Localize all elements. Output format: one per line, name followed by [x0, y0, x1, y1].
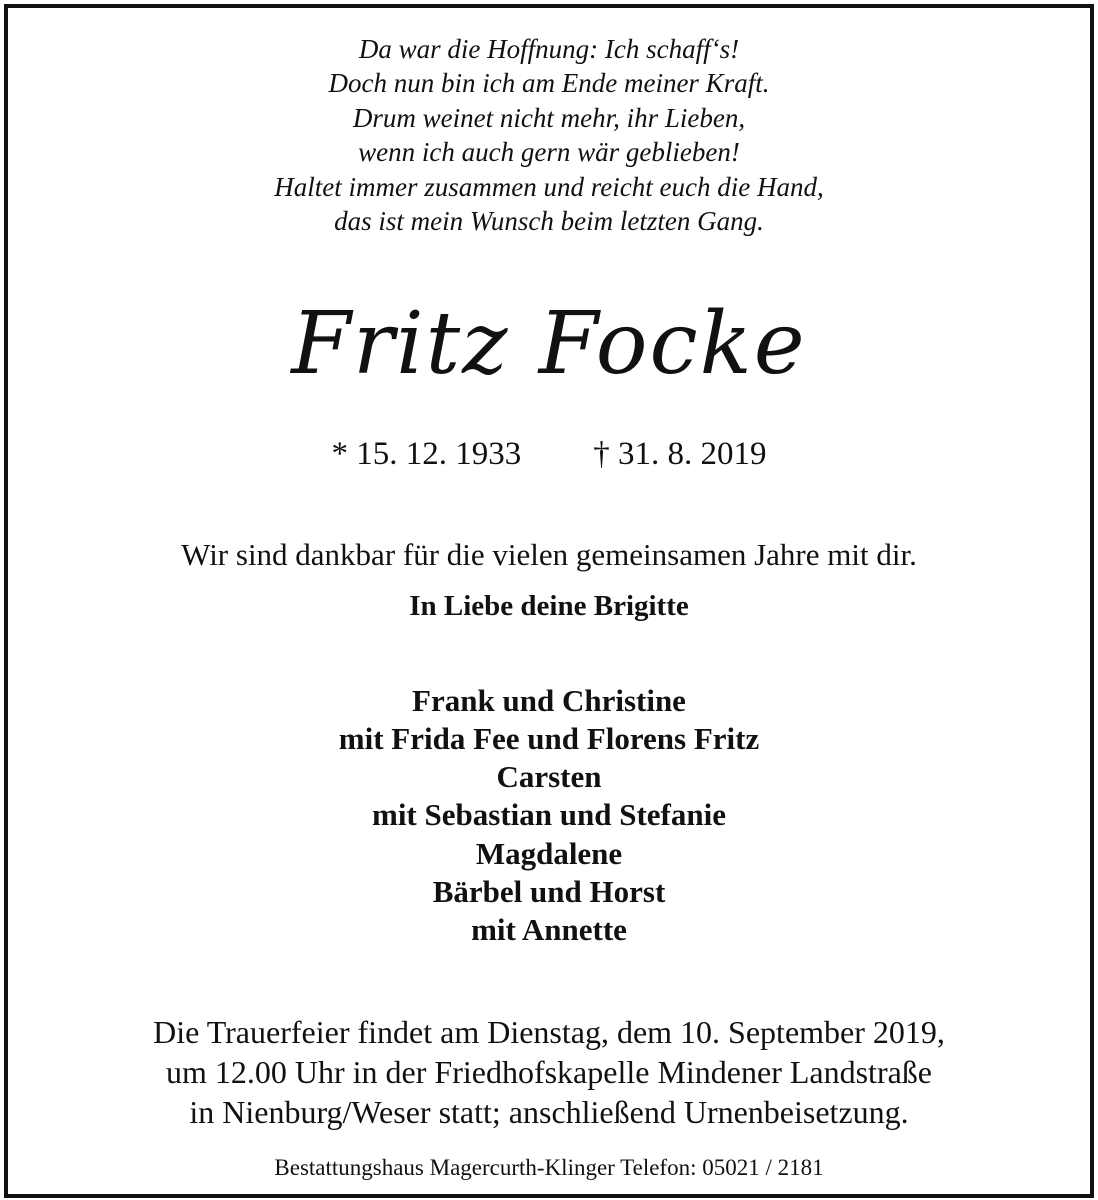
signature: In Liebe deine Brigitte — [409, 590, 689, 622]
poem-line: Da war die Hoffnung: Ich schaff‘s! — [358, 34, 740, 64]
family-line: mit Frida Fee und Florens Fritz — [338, 721, 760, 756]
family-line: mit Annette — [471, 912, 627, 947]
poem-line: Doch nun bin ich am Ende meiner Kraft. — [328, 68, 770, 98]
funeral-home-footer: Bestattungshaus Magercurth-Klinger Telefon: 05021 / 2181 — [274, 1155, 824, 1180]
ceremony-line: in Nienburg/Weser statt; anschließend Urnenbeisetzung. — [189, 1094, 909, 1130]
poem-line: wenn ich auch gern wär geblieben! — [358, 137, 740, 167]
poem-line: Drum weinet nicht mehr, ihr Lieben, — [352, 103, 746, 133]
life-dates — [8, 434, 1090, 474]
family-line: Magdalene — [475, 836, 623, 871]
thanks-text: Wir sind dankbar für die vielen gemeinsamen Jahre mit dir. — [181, 537, 917, 572]
birth-date: * 15. 12. 1933 — [331, 436, 522, 472]
ceremony-line: Die Trauerfeier findet am Dienstag, dem 10. September 2019, — [153, 1014, 945, 1050]
family-line: Frank und Christine — [412, 683, 686, 718]
poem-line: das ist mein Wunsch beim letzten Gang. — [334, 206, 764, 236]
family-line: Bärbel und Horst — [432, 874, 666, 909]
family-line: mit Sebastian und Stefanie — [372, 797, 726, 832]
death-date: † 31. 8. 2019 — [593, 436, 767, 472]
poem-line: Haltet immer zusammen und reicht euch die Hand, — [274, 172, 824, 202]
deceased-name: Fritz Focke — [291, 294, 807, 394]
obituary-notice — [4, 4, 1094, 1198]
ceremony-line: um 12.00 Uhr in der Friedhofskapelle Mindener Landstraße — [165, 1054, 932, 1090]
family-line: Carsten — [496, 759, 602, 794]
